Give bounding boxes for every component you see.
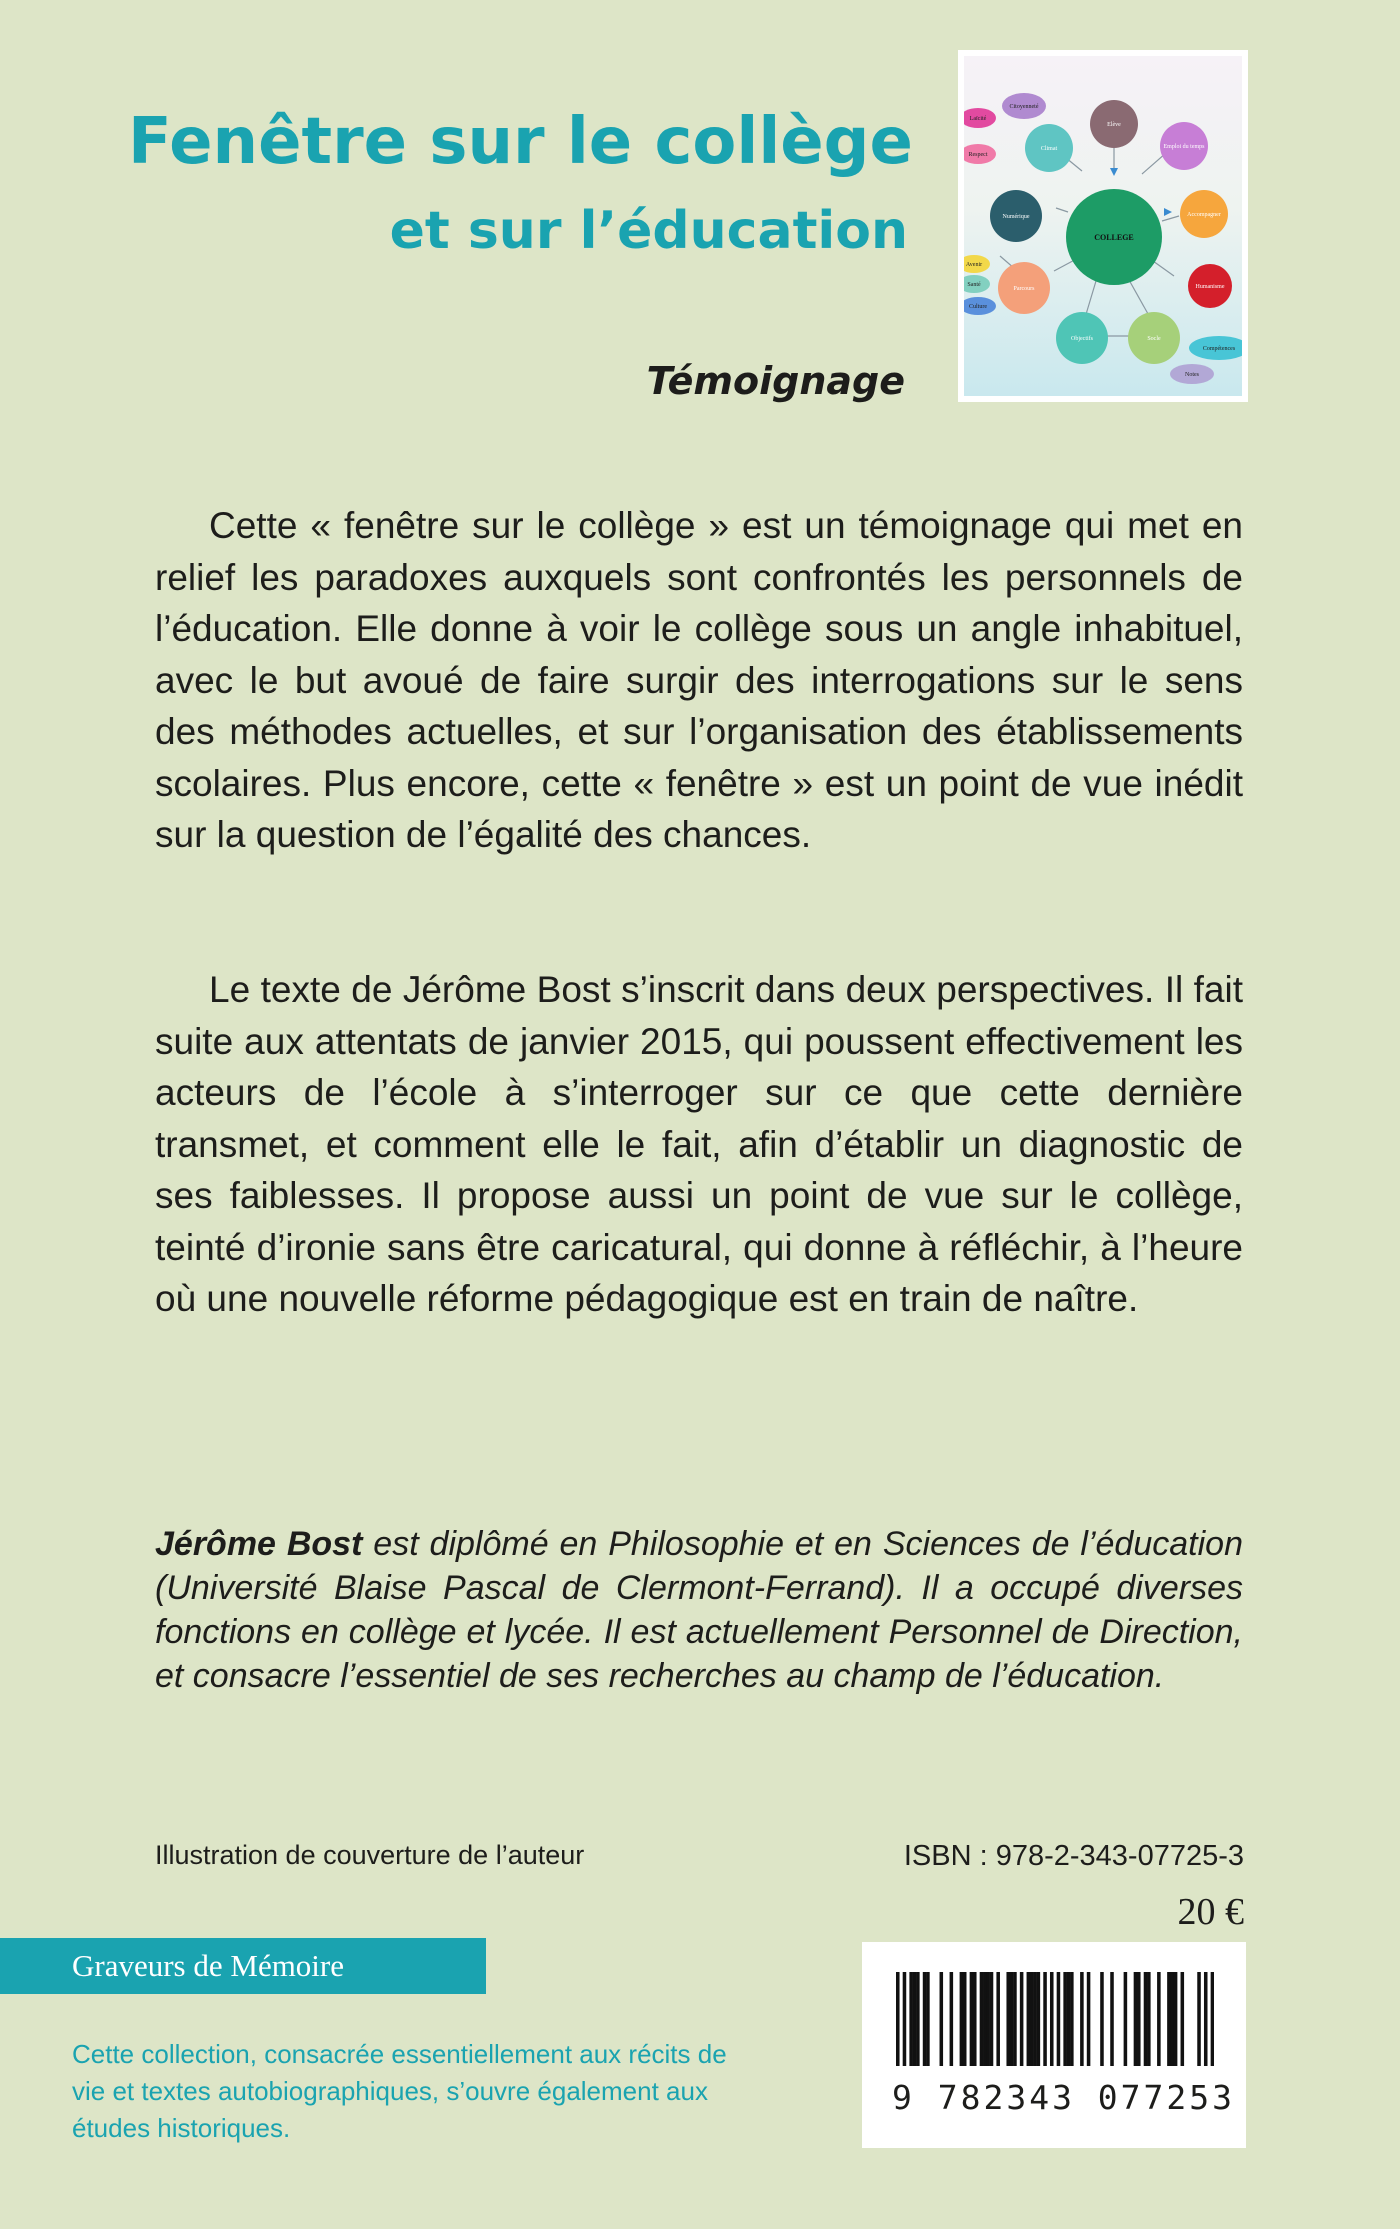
author-bio-text: est diplômé en Philosophie et en Sciences de l’éducation (Université Blaise Pascal de Clermont-Ferrand). Il a occupé diverses fonctions en collège et lycée. Il est actuellement Personnel de Direction, et consacre l’essentiel de ses recherches au champ de l’éducation. — [155, 1525, 1243, 1695]
barcode-bar — [990, 1972, 994, 2066]
barcode-bar — [1006, 1972, 1010, 2066]
price: 20 € — [1177, 1891, 1244, 1933]
author-name: Jérôme Bost — [155, 1525, 363, 1563]
barcode-bar — [1020, 1972, 1024, 2066]
barcode-bar — [1080, 1972, 1084, 2066]
node-accompagner: Accompagner — [1187, 212, 1221, 218]
barcode-bar — [903, 1972, 907, 2066]
barcode-bar — [1124, 1972, 1128, 2066]
barcode-bar — [1144, 1972, 1148, 2066]
illustration-credit: Illustration de couverture de l’auteur — [155, 1840, 585, 1870]
barcode-bar — [996, 1972, 1000, 2066]
node-culture: Culture — [969, 304, 987, 310]
summary-paragraph-2: Le texte de Jérôme Bost s’inscrit dans deux perspectives. Il fait suite aux attentats de janvier 2015, qui poussent effectivement les acteurs de l’école à s’interroger sur ce que cette dernière transmet, et comment elle le fait, afin d’établir un diagnostic de ses faiblesses. Il propose aussi un point de vue sur le collège, teinté d’ironie sans être caricatural, qui donne à réfléchir, à l’heure où une nouvelle réforme pédagogique est en train de naître. — [155, 969, 1243, 1319]
barcode-bar — [1030, 1972, 1034, 2066]
book-title-line1: Fenêtre sur le collège — [128, 105, 913, 179]
barcode-bar — [916, 1972, 920, 2066]
barcode-bar — [950, 1972, 954, 2066]
author-bio — [155, 1522, 1243, 1698]
node-humanisme: Humanisme — [1195, 284, 1225, 290]
node-numerique: Numérique — [1002, 214, 1030, 220]
barcode-bar — [1197, 1972, 1201, 2066]
barcode-bar — [1087, 1972, 1091, 2066]
node-notes: Notes — [1185, 372, 1199, 378]
barcode-bar — [926, 1972, 930, 2066]
barcode-bars — [896, 1972, 1214, 2066]
node-eleve: Elève — [1107, 122, 1121, 128]
barcode-bar — [1211, 1972, 1214, 2066]
node-socle: Socle — [1147, 336, 1161, 342]
barcode-bar — [1063, 1972, 1067, 2066]
barcode-bar — [896, 1972, 900, 2066]
barcode-bar — [970, 1972, 974, 2066]
series-name: Graveurs de Mémoire — [72, 1948, 345, 1983]
genre-label: Témoignage — [646, 359, 905, 403]
node-emploi: Emploi du temps — [1163, 144, 1205, 150]
barcode-bar — [1057, 1972, 1061, 2066]
barcode-bar — [1067, 1972, 1071, 2066]
barcode-bar — [963, 1972, 967, 2066]
barcode-bar — [1027, 1972, 1031, 2066]
barcode-bar — [1037, 1972, 1041, 2066]
barcode-bar — [983, 1972, 987, 2066]
node-sante: Santé — [967, 282, 981, 288]
summary-paragraph-1: Cette « fenêtre sur le collège » est un témoignage qui met en relief les paradoxes auxquels sont confrontés les personnels de l’éducation. Elle donne à voir le collège sous un angle inhabituel, avec le but avoué de faire surgir des interrogations sur le sens des méthodes actuelles, et sur l’organisation des établissements scolaires. Plus encore, cette « fenêtre » est un point de vue inédit sur la question de l’égalité des chances. — [155, 505, 1243, 855]
node-parcours: Parcours — [1013, 286, 1035, 292]
barcode-bar — [1010, 1972, 1014, 2066]
barcode-bar — [1137, 1972, 1141, 2066]
diagram-center-label: COLLEGE — [1094, 233, 1134, 242]
barcode-bar — [1157, 1972, 1161, 2066]
node-objectifs: Objectifs — [1071, 336, 1093, 342]
barcode-bar — [1043, 1972, 1047, 2066]
node-climat: Climat — [1040, 146, 1058, 152]
barcode-bar — [940, 1972, 944, 2066]
node-respect: Respect — [968, 152, 988, 158]
barcode-bar — [1100, 1972, 1104, 2066]
barcode-bar — [1070, 1972, 1074, 2066]
barcode-bar — [960, 1972, 964, 2066]
barcode-bar — [1204, 1972, 1208, 2066]
summary-paragraph-1-block — [155, 500, 1243, 861]
series-description: Cette collection, consacrée essentiellement aux récits de vie et textes autobiographiques, s’ouvre également aux études historiques. — [72, 2039, 727, 2143]
barcode-bar — [1147, 1972, 1151, 2066]
node-laicite: Laïcité — [969, 116, 987, 122]
barcode-bar — [986, 1972, 990, 2066]
book-title-line2: et sur l’éducation — [389, 201, 908, 261]
barcode-bar — [1013, 1972, 1017, 2066]
concept-diagram — [964, 56, 1242, 396]
barcode-bar — [1134, 1972, 1138, 2066]
barcode-bar — [923, 1972, 927, 2066]
barcode-bar — [1181, 1972, 1185, 2066]
barcode-bar — [1170, 1972, 1174, 2066]
barcode-bar — [973, 1972, 977, 2066]
node-avenir: Avenir — [965, 262, 983, 268]
cover-illustration — [958, 50, 1248, 402]
barcode-bar — [980, 1972, 984, 2066]
barcode-bar — [1110, 1972, 1114, 2066]
barcode-bar — [913, 1972, 917, 2066]
barcode-bar — [1167, 1972, 1171, 2066]
barcode — [862, 1942, 1246, 2148]
series-name-band — [0, 1938, 486, 1994]
summary-paragraph-2-block — [155, 964, 1243, 1325]
barcode-bar — [1050, 1972, 1054, 2066]
barcode-bar — [1174, 1972, 1178, 2066]
barcode-bar — [909, 1972, 913, 2066]
isbn: ISBN : 978-2-343-07725-3 — [903, 1840, 1244, 1872]
barcode-digits: 9 782343 077253 — [892, 2078, 1236, 2117]
node-competences: Compétences — [1202, 346, 1236, 352]
node-citoyennete: Citoyenneté — [1009, 104, 1039, 110]
barcode-bar — [1033, 1972, 1037, 2066]
